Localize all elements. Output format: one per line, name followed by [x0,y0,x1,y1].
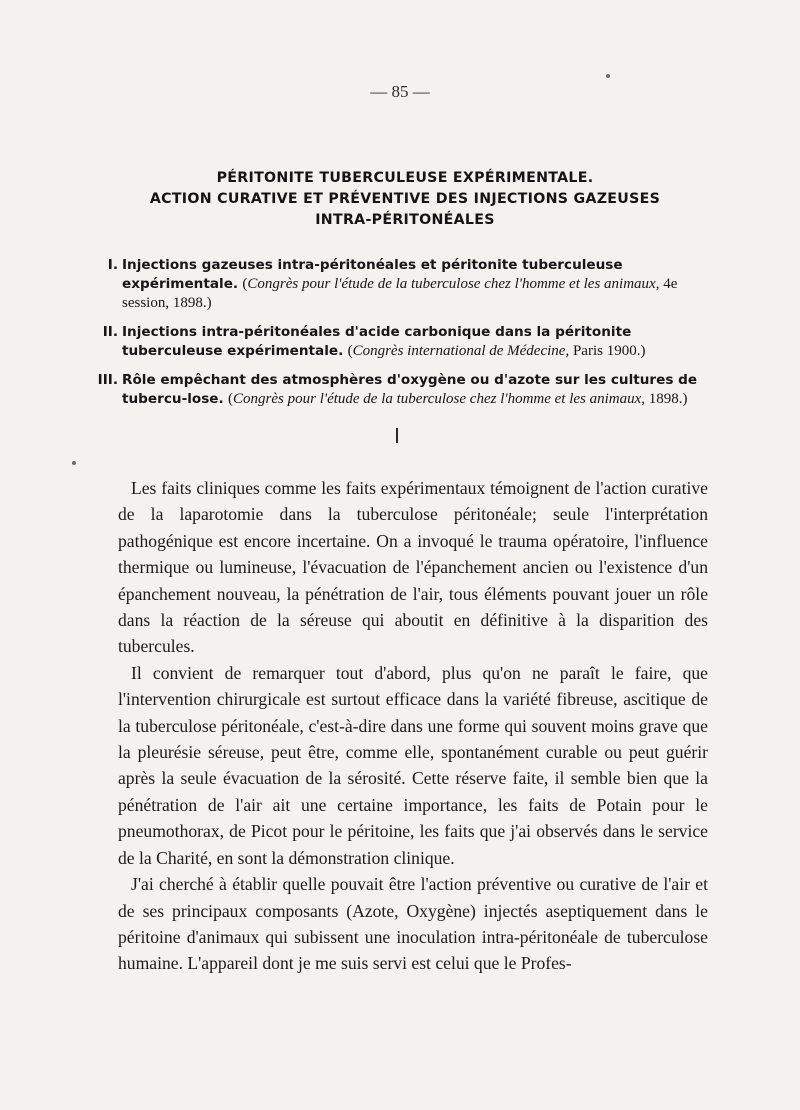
reference-list [84,256,724,419]
reference-citation: (Congrès international de Médecine, Paris 1900.) [347,343,646,359]
reference-citation: (Congrès pour l'étude de la tuberculose chez l'homme et les animaux, 4e session, 1898.) [122,276,678,311]
citation-date: Paris 1900.) [569,343,646,359]
title-line-2: ACTION CURATIVE ET PRÉVENTIVE DES INJECTIONS GAZEUSES [149,191,661,207]
reference-number: II. [102,324,118,340]
citation-venue: Congrès pour l'étude de la tuberculose chez l'homme et les animaux, [233,391,646,407]
reference-item [84,371,724,409]
title-line-1: PÉRITONITE TUBERCULEUSE EXPÉRIMENTALE. [216,170,594,186]
reference-item [84,256,724,313]
reference-title: Rôle empêchant des atmosphères d'oxygène ou d'azote sur les cultures de tubercu-lose. [122,372,698,407]
citation-date: 1898.) [645,391,688,407]
citation-date: 4e session, 1898.) [122,276,678,311]
paragraph: Il convient de remarquer tout d'abord, plus qu'on ne paraît le faire, que l'intervention chirurgicale est surtout efficace dans la variété fibreuse, ascitique de la tuberculose péritonéale, c'est-à-dire dans une forme qui souvent moins grave que la pleurésie séreuse, peut être, comme elle, spontanément curable ou peut guérir après la seule évacuation de la sérosité. Cette réserve faite, il semble bien que la pénétration de l'air ait une certaine importance, les faits de Potain pour le pneumothorax, de Picot pour le péritoine, les faits que j'ai observés dans le service de la Charité, en sont la démonstration clinique. [118,662,708,868]
print-speck [72,461,76,465]
reference-number: III. [97,372,118,388]
title-line-3: INTRA-PÉRITONÉALES [315,212,495,228]
body-text [118,475,708,977]
reference-title: Injections intra-péritonéales d'acide carbonique dans la péritonite tuberculeuse expérimentale. [122,324,632,359]
reference-number: I. [107,257,118,273]
paragraph: Les faits cliniques comme les faits expérimentaux témoignent de l'action curative de la laparotomie dans la tuberculose péritonéale; seule l'interprétation pathogénique est encore incertaine. On a invoqué le trauma opératoire, l'influence thermique ou lumineuse, l'évacuation de l'épanchement ancien ou l'existence d'un épanchement nouveau, la pénétration de l'air, tous éléments pouvant jouer un rôle dans la réaction de la séreuse qui aboutit en définitive à la disparition des tubercules. [118,478,708,657]
citation-venue: Congrès international de Médecine, [352,343,570,359]
section-title [60,168,750,231]
paragraph: J'ai cherché à établir quelle pouvait être l'action préventive ou curative de l'air et de ses principaux composants (Azote, Oxygène) injectés aseptiquement dans le péritoine d'animaux qui subissent une inoculation intra-péritonéale de tuberculose humaine. L'appareil dont je me suis servi est celui que le Profes- [118,874,708,974]
print-speck [606,74,610,78]
reference-item [84,323,724,361]
reference-title: Injections gazeuses intra-péritonéales et péritonite tuberculeuse expérimentale. [122,257,623,292]
reference-citation: (Congrès pour l'étude de la tuberculose chez l'homme et les animaux, 1898.) [228,391,688,407]
page-number: — 85 — [370,82,430,101]
section-divider-mark [396,428,398,443]
citation-venue: Congrès pour l'étude de la tuberculose chez l'homme et les animaux, [247,276,660,292]
